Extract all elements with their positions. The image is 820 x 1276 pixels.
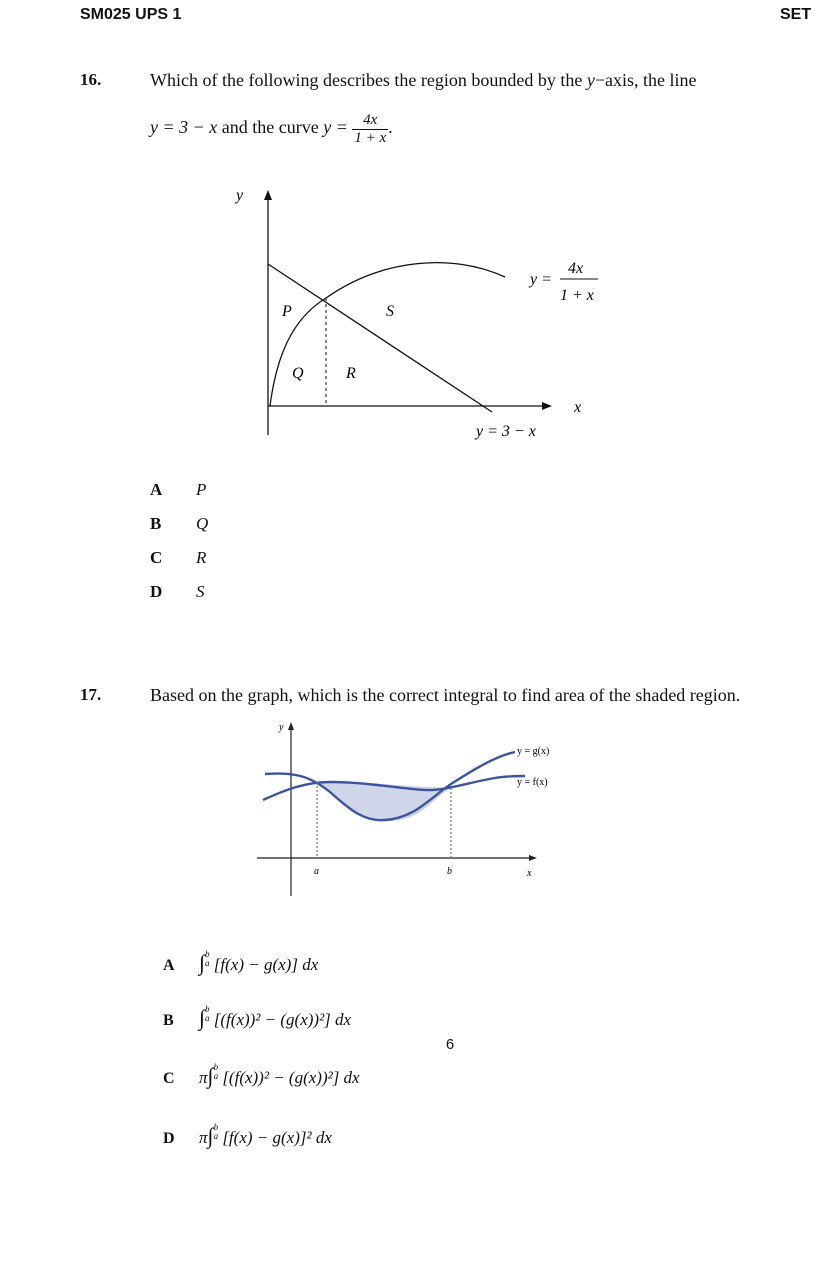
q16-option-a-value: P: [196, 480, 207, 499]
q17-option-d[interactable]: [163, 1123, 332, 1149]
q16-option-c[interactable]: [150, 548, 206, 568]
q17-x-label: x: [527, 868, 532, 879]
q16-text-line1: [150, 70, 697, 91]
q16-option-d[interactable]: [150, 582, 205, 602]
q16-x-label: x: [574, 399, 582, 416]
q17-text: Based on the graph, which is the correct integral to find area of the shaded region.: [150, 685, 741, 705]
q17-g-label: y = g(x): [517, 746, 550, 757]
q16-x-arrow: [542, 402, 552, 410]
page-number: 6: [445, 1036, 455, 1053]
q16-option-b-value: Q: [196, 514, 209, 533]
header-course-code: SM025 UPS 1: [80, 6, 182, 23]
q17-y-arrow: [288, 722, 294, 730]
lower-limit: a: [205, 958, 210, 968]
q16-line: [268, 264, 492, 412]
q17-y-label: y: [279, 722, 284, 733]
q16-option-d-label: D: [150, 582, 163, 601]
q16-option-b[interactable]: [150, 514, 208, 534]
q16-line-equation: y = 3 − x: [150, 117, 218, 138]
q17-a-tick: a: [314, 866, 319, 877]
upper-limit: b: [213, 1062, 219, 1072]
lower-limit: a: [213, 1131, 219, 1141]
q16-and-curve: and the curve: [221, 117, 319, 138]
q16-curve-label-lhs: y =: [530, 271, 552, 288]
q16-option-a-label: A: [150, 480, 163, 499]
q16-curve-lhs: y =: [323, 117, 348, 138]
q17-option-c-prefix: π: [199, 1068, 208, 1087]
integral-sign: ∫: [199, 1005, 206, 1030]
q17-b-tick: b: [447, 866, 452, 877]
q16-region-r: R: [346, 365, 356, 382]
q16-line-label: y = 3 − x: [476, 423, 536, 440]
q16-frac-den: 1 + x: [354, 129, 387, 146]
q16-option-c-value: R: [196, 548, 207, 567]
q16-period: .: [388, 117, 393, 138]
q16-text-line2: [150, 112, 393, 146]
q16-y-arrow: [264, 190, 272, 200]
q16-text-end: −axis, the line: [594, 70, 697, 90]
integral-sign: ∫: [207, 1063, 214, 1088]
q17-option-b[interactable]: [163, 1005, 351, 1031]
q17-option-c[interactable]: [163, 1063, 360, 1089]
integral-limits: [214, 1123, 219, 1141]
lower-limit: a: [205, 1013, 210, 1023]
q16-option-a[interactable]: [150, 480, 206, 500]
q16-option-d-value: S: [196, 582, 205, 601]
integral-limits: [205, 1005, 210, 1023]
q17-option-d-label: D: [163, 1130, 175, 1147]
q16-option-c-label: C: [150, 548, 163, 567]
q17-option-a[interactable]: [163, 950, 318, 976]
q16-text-start: Which of the following describes the region bounded by the: [150, 70, 583, 90]
q17-option-d-prefix: π: [199, 1128, 208, 1147]
q16-region-q: Q: [292, 365, 304, 382]
q16-curve-label-den: 1 + x: [560, 287, 594, 304]
q17-x-arrow: [529, 855, 537, 861]
q16-text-var: y: [586, 70, 595, 90]
q16-y-label: y: [236, 187, 244, 204]
q16-curve-label-num: 4x: [568, 260, 584, 277]
q17-option-a-integrand: [f(x) − g(x)] dx: [213, 955, 319, 974]
q17-graph: [255, 718, 575, 898]
integral-limits: [214, 1063, 219, 1081]
q16-frac-num: 4x: [352, 112, 388, 130]
q17-shade: [317, 782, 451, 821]
q17-option-d-integrand: [f(x) − g(x)]² dx: [222, 1128, 332, 1147]
q17-option-c-integrand: [(f(x))² − (g(x))²] dx: [222, 1068, 360, 1087]
integral-sign: ∫: [207, 1123, 214, 1148]
q16-number: 16.: [80, 70, 102, 89]
q17-option-b-label: B: [163, 1012, 174, 1029]
q16-curve-fraction: [352, 112, 388, 146]
q17-option-a-label: A: [163, 957, 175, 974]
header-set: SET: [780, 6, 812, 23]
q16-graph: [220, 180, 620, 450]
q16-option-b-label: B: [150, 514, 162, 533]
upper-limit: b: [213, 1122, 219, 1132]
upper-limit: b: [205, 949, 210, 959]
integral-limits: [205, 950, 210, 968]
q17-option-c-label: C: [163, 1070, 175, 1087]
upper-limit: b: [205, 1004, 210, 1014]
q16-region-p: P: [282, 303, 292, 320]
lower-limit: a: [213, 1071, 219, 1081]
q16-curve: [270, 263, 505, 406]
integral-sign: ∫: [199, 950, 206, 975]
q17-option-b-integrand: [(f(x))² − (g(x))²] dx: [213, 1010, 352, 1029]
q17-f-label: y = f(x): [517, 777, 548, 788]
q17-number: 17.: [80, 685, 102, 704]
q16-region-s: S: [386, 303, 394, 320]
